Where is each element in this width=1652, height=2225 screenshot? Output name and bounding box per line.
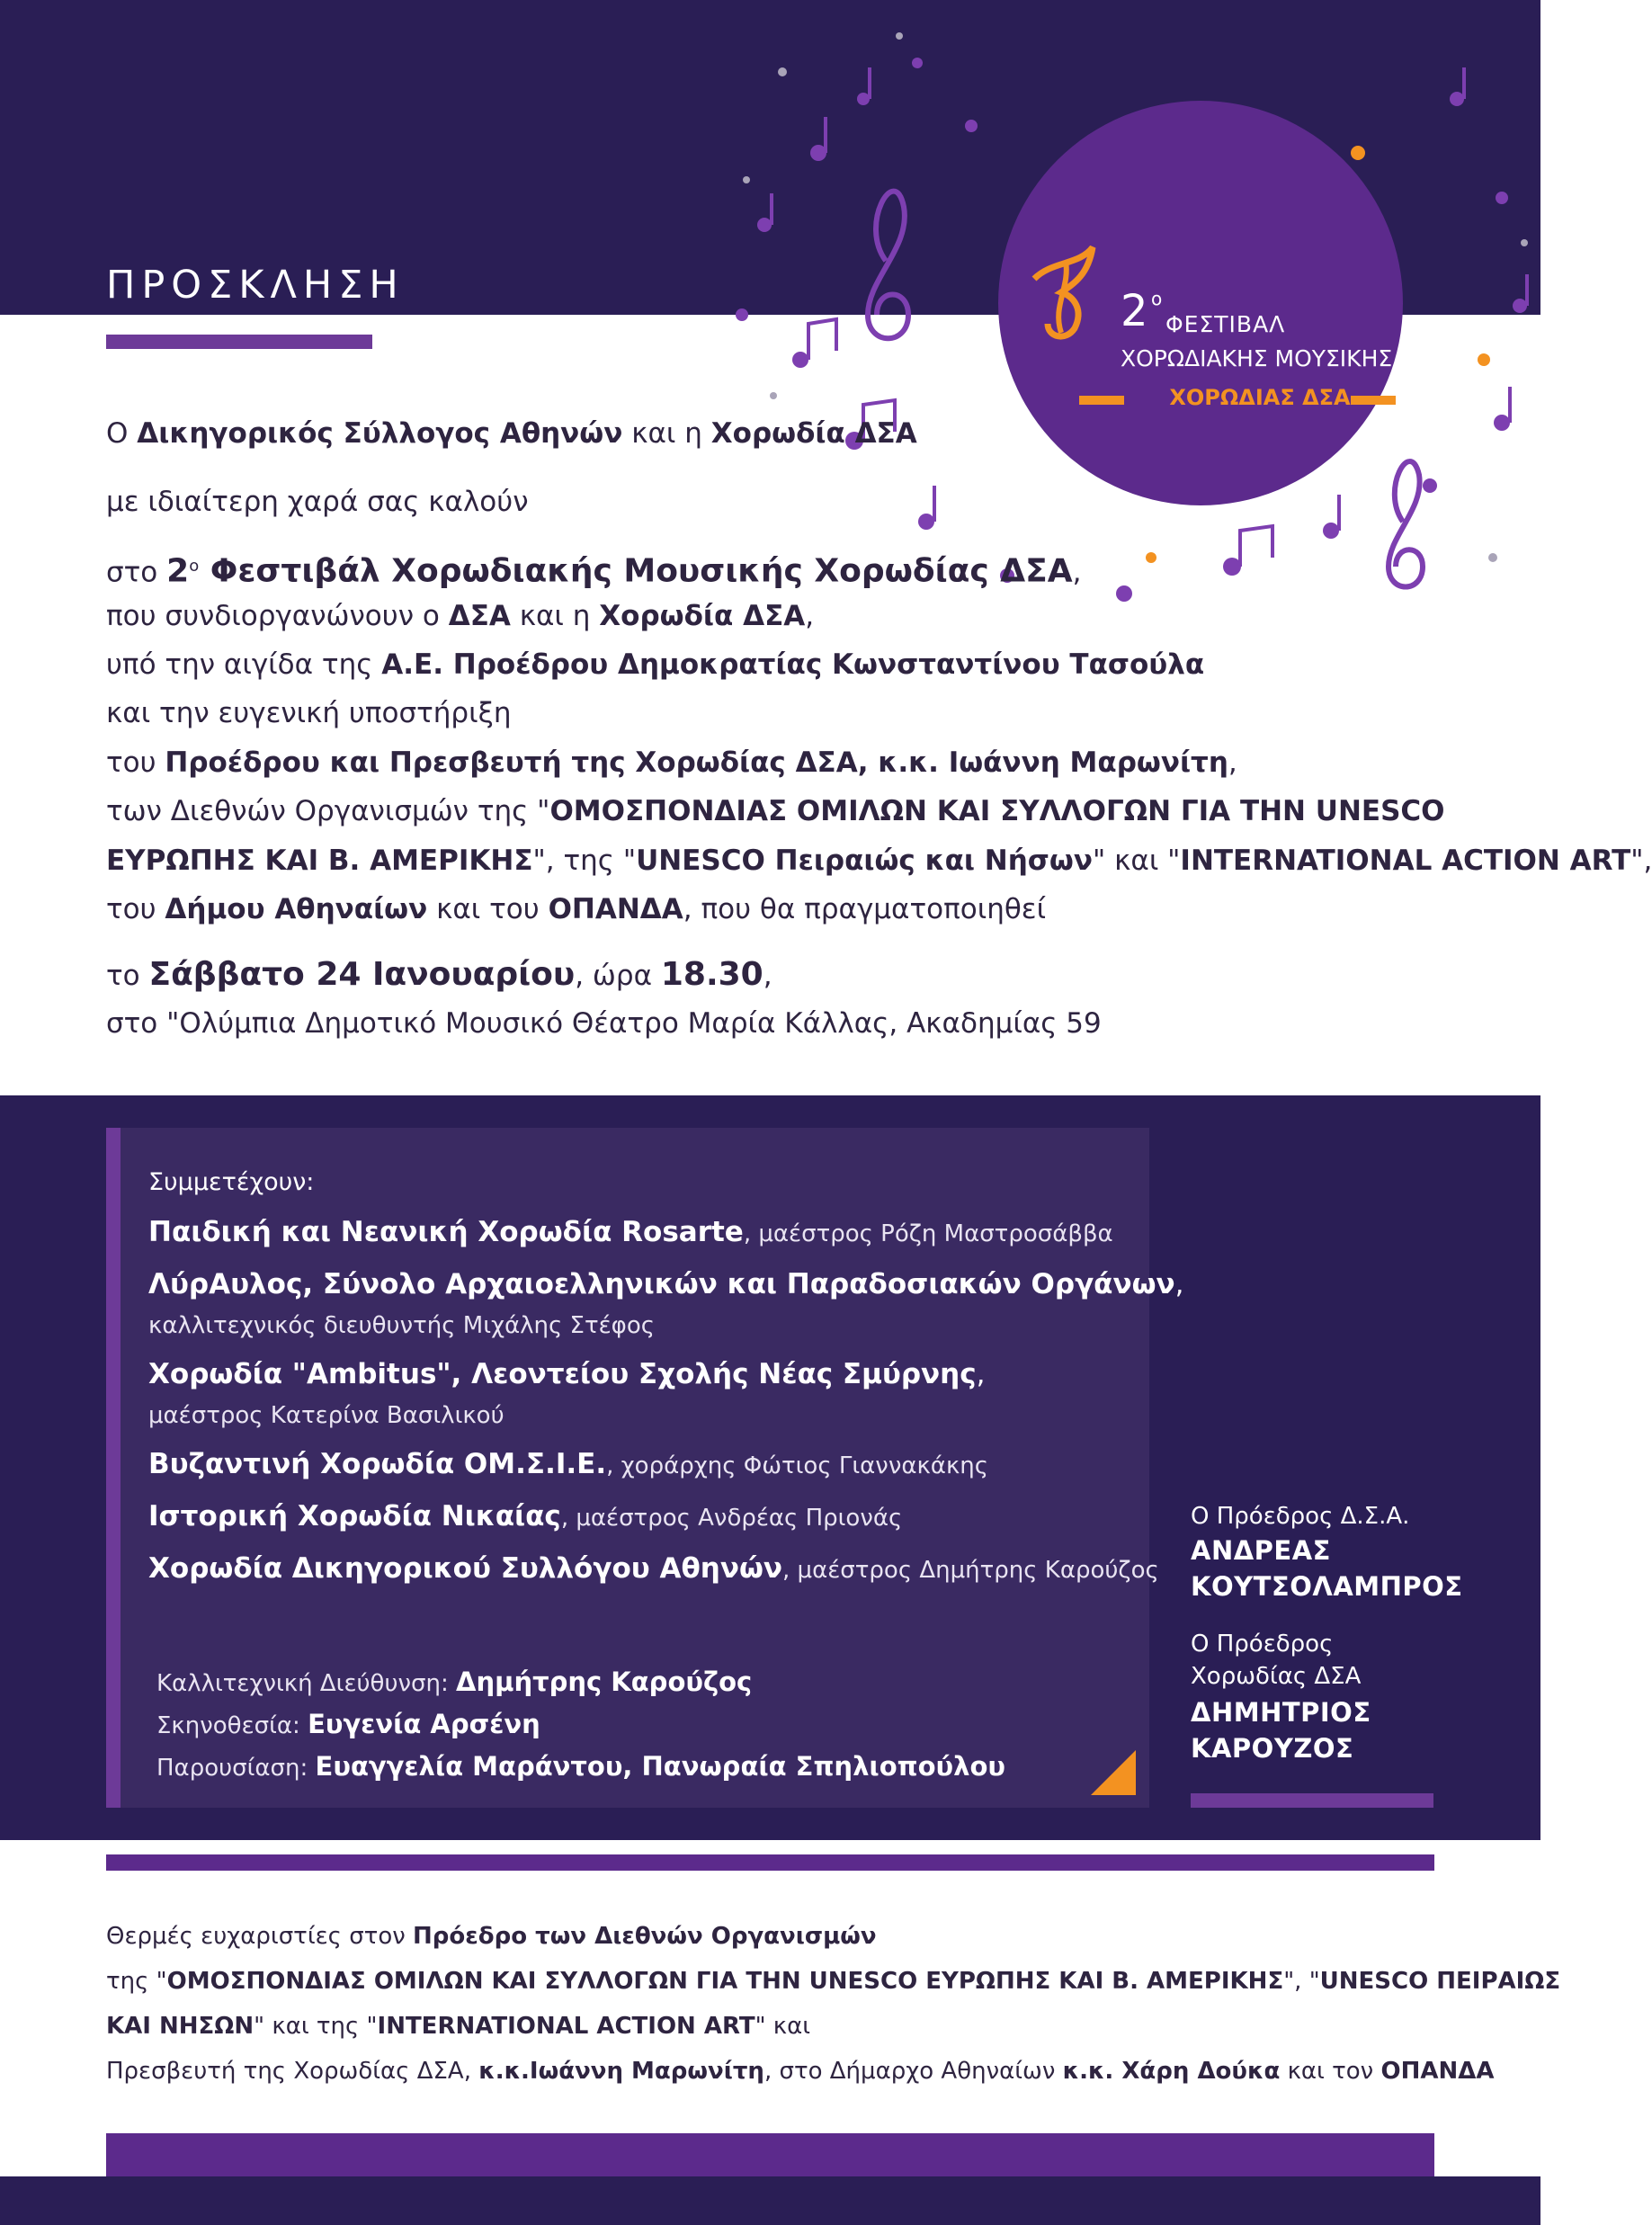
thanks-divider: [106, 1854, 1434, 1871]
president-choir-first: ΔΗΜΗΤΡΙΟΣ: [1191, 1697, 1371, 1728]
invitation-line-10: του Δήμου Αθηναίων και του ΟΠΑΝΔΑ, που θα πραγματοποιηθεί: [106, 893, 1047, 925]
participant-2: ΛύρΑυλος, Σύνολο Αρχαιοελληνικών και Παραδοσιακών Οργάνων,: [148, 1268, 1184, 1300]
participant-6: Χορωδία Δικηγορικού Συλλόγου Αθηνών, μαέστρος Δημήτρης Καρούζος: [148, 1552, 1159, 1585]
credit-direction: Σκηνοθεσία: Ευγενία Αρσένη: [156, 1709, 540, 1739]
logo-bar-left: [1079, 396, 1124, 405]
credit-artistic-direction: Καλλιτεχνική Διεύθυνση: Δημήτρης Καρούζος: [156, 1667, 753, 1697]
logo-number: 2: [1121, 286, 1148, 336]
participant-3: Χορωδία "Ambitus", Λεοντείου Σχολής Νέας Σμύρνης,: [148, 1358, 986, 1390]
presidents-underline: [1191, 1793, 1433, 1808]
invitation-line-4: που συνδιοργανώνουν ο ΔΣΑ και η Χορωδία ΔΣΑ,: [106, 600, 815, 632]
participant-2-director: καλλιτεχνικός διευθυντής Μιχάλης Στέφος: [148, 1312, 655, 1339]
participants-box-accent: [106, 1128, 121, 1808]
footer-purple-bar: [106, 2133, 1434, 2176]
logo-line-choral-music: ΧΟΡΩΔΙΑΚΗΣ ΜΟΥΣΙΚΗΣ: [1121, 345, 1393, 371]
thanks-line-4: Πρεσβευτή της Χορωδίας ΔΣΑ, κ.κ.Ιωάννη Μαρωνίτη, στο Δήμαρχο Αθηναίων κ.κ. Χάρη Δούκα και τον ΟΠΑΝΔΑ: [106, 2058, 1495, 2085]
president-choir-role-2: Χορωδίας ΔΣΑ: [1191, 1663, 1362, 1690]
participant-4: Βυζαντινή Χορωδία ΟΜ.Σ.Ι.Ε., χοράρχης Φώτιος Γιαννακάκης: [148, 1448, 988, 1480]
invitation-line-8: των Διεθνών Οργανισμών της "ΟΜΟΣΠΟΝΔΙΑΣ ΟΜΙΛΩΝ ΚΑΙ ΣΥΛΛΟΓΩΝ ΓΙΑ ΤΗΝ UNESCO: [106, 795, 1445, 827]
logo-line-festival: ΦΕΣΤΙΒΑΛ: [1165, 311, 1286, 337]
thanks-line-3: ΚΑΙ ΝΗΣΩΝ" και της "INTERNATIONAL ACTION ART" και: [106, 2013, 811, 2040]
thanks-line-1: Θερμές ευχαριστίες στον Πρόεδρο των Διεθνών Οργανισμών: [106, 1923, 877, 1950]
dove-treble-clef-icon: [1025, 243, 1115, 351]
invitation-line-7: του Προέδρου και Πρεσβευτή της Χορωδίας ΔΣΑ, κ.κ. Ιωάννη Μαρωνίτη,: [106, 746, 1237, 779]
logo-ordinal: ο: [1151, 288, 1163, 309]
invitation-line-date: το Σάββατο 24 Ιανουαρίου, ώρα 18.30,: [106, 956, 772, 993]
participant-5: Ιστορική Χορωδία Νικαίας, μαέστρος Ανδρέας Πριονάς: [148, 1500, 903, 1532]
participant-1: Παιδική και Νεανική Χορωδία Rosarte, μαέστρος Ρόζη Μαστροσάββα: [148, 1216, 1113, 1248]
footer-band: [0, 2176, 1540, 2225]
invitation-line-3: στο $2^o$ Φεστιβάλ Χορωδιακής Μουσικής Χορωδίας ΔΣΑ,: [106, 552, 1082, 590]
president-dsa-first: ΑΝΔΡΕΑΣ: [1191, 1535, 1331, 1566]
thanks-line-2: της "ΟΜΟΣΠΟΝΔΙΑΣ ΟΜΙΛΩΝ ΚΑΙ ΣΥΛΛΟΓΩΝ ΓΙΑ ΤΗΝ UNESCO ΕΥΡΩΠΗΣ ΚΑΙ Β. ΑΜΕΡΙΚΗΣ", "UNESCO ΠΕΙΡΑΙΩΣ: [106, 1968, 1561, 1995]
invitation-line-2: με ιδιαίτερη χαρά σας καλούν: [106, 486, 529, 518]
page-title: ΠΡΟΣΚΛΗΣΗ: [106, 263, 405, 308]
corner-triangle: [1091, 1750, 1136, 1795]
invitation-line-venue: στο "Ολύμπια Δημοτικό Μουσικό Θέατρο Μαρία Κάλλας, Ακαδημίας 59: [106, 1007, 1102, 1040]
participants-heading: Συμμετέχουν:: [148, 1168, 315, 1196]
participant-3-conductor: μαέστρος Κατερίνα Βασιλικού: [148, 1402, 505, 1429]
invitation-line-5: υπό την αιγίδα της Α.Ε. Προέδρου Δημοκρατίας Κωνσταντίνου Τασούλα: [106, 648, 1205, 681]
president-choir-last: ΚΑΡΟΥΖΟΣ: [1191, 1733, 1354, 1764]
president-choir-role-1: Ο Πρόεδρος: [1191, 1631, 1334, 1658]
title-underline: [106, 335, 372, 349]
invitation-line-9: ΕΥΡΩΠΗΣ ΚΑΙ Β. ΑΜΕΡΙΚΗΣ", της "UNESCO Πειραιώς και Νήσων" και "INTERNATIONAL ACTION ART",: [106, 844, 1652, 877]
credit-presentation: Παρουσίαση: Ευαγγελία Μαράντου, Πανωραία Σπηλιοπούλου: [156, 1751, 1005, 1782]
invitation-line-1: Ο Δικηγορικός Σύλλογος Αθηνών και η Χορωδία ΔΣΑ: [106, 417, 917, 450]
invitation-line-6: και την ευγενική υποστήριξη: [106, 697, 512, 729]
logo-line-choir: ΧΟΡΩΔΙΑΣ ΔΣΑ: [1169, 385, 1351, 410]
president-dsa-role: Ο Πρόεδρος Δ.Σ.Α.: [1191, 1503, 1410, 1530]
president-dsa-last: ΚΟΥΤΣΟΛΑΜΠΡΟΣ: [1191, 1571, 1463, 1602]
